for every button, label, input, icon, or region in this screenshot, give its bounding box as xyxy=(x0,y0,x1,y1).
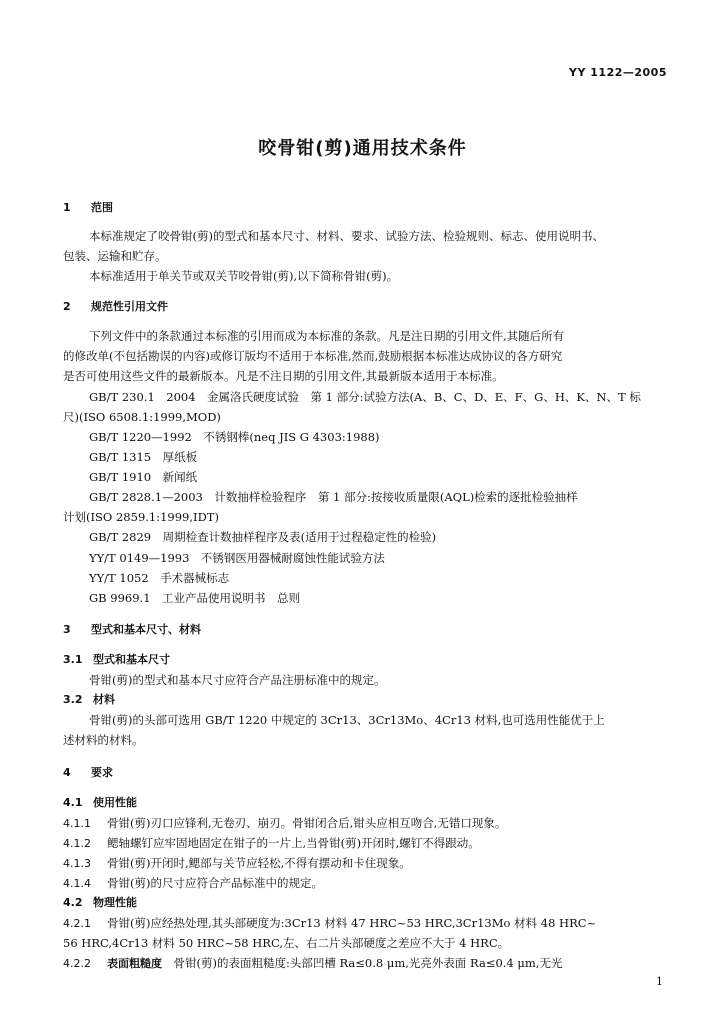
reference-item: GB/T 230.1 2004 金属洛氏硬度试验 第 1 部分:试验方法(A、B、C、D、E、F、G、H、K、N、T 标 xyxy=(89,390,641,404)
section-3-heading xyxy=(63,622,673,638)
scope-paragraph-line: 本标准规定了咬骨钳(剪)的型式和基本尺寸、材料、要求、试验方法、检验规则、标志、使用说明书、 xyxy=(89,229,604,243)
subsection-3-2-heading xyxy=(63,692,673,708)
subsection-number: 4.1 xyxy=(63,796,83,809)
reference-item-continuation: 尺)(ISO 6508.1:1999,MOD) xyxy=(63,410,221,424)
clause-text: 述材料的材料。 xyxy=(63,733,144,747)
reference-item: GB/T 2828.1—2003 计数抽样检验程序 第 1 部分:按接收质量限(AQL)检索的逐批检验抽样 xyxy=(89,490,578,504)
section-number: 1 xyxy=(63,201,71,214)
subsection-4-2-heading xyxy=(63,895,673,911)
page-number: 1 xyxy=(656,975,663,988)
subsection-number: 3.1 xyxy=(63,653,83,666)
section-title: 规范性引用文件 xyxy=(91,300,168,313)
subsection-title: 型式和基本尺寸 xyxy=(93,653,170,666)
clause-text: 骨钳(剪)的表面粗糙度:头部凹槽 Ra≤0.8 μm,光亮外表面 Ra≤0.4 μm,无光 xyxy=(173,956,563,970)
reference-item-continuation: 计划(ISO 2859.1:1999,IDT) xyxy=(63,510,219,524)
subsection-title: 材料 xyxy=(93,693,115,706)
subsection-number: 3.2 xyxy=(63,693,83,706)
clause-heading: 表面粗糙度 xyxy=(107,957,162,970)
section-title: 要求 xyxy=(91,766,113,779)
section-number: 3 xyxy=(63,623,71,636)
reference-item: YY/T 0149—1993 不锈钢医用器械耐腐蚀性能试验方法 xyxy=(89,551,385,565)
clause-4-2-1 xyxy=(63,915,673,932)
clause-4-1-4 xyxy=(63,875,673,892)
scope-paragraph-line: 本标准适用于单关节或双关节咬骨钳(剪),以下简称骨钳(剪)。 xyxy=(89,269,399,283)
clause-text: 骨钳(剪)的型式和基本尺寸应符合产品注册标准中的规定。 xyxy=(89,673,386,687)
subsection-title: 使用性能 xyxy=(93,796,137,809)
clause-number: 4.1.2 xyxy=(63,837,91,850)
clause-text: 骨钳(剪)开闭时,鳃部与关节应轻松,不得有摆动和卡住现象。 xyxy=(107,856,411,870)
subsection-title: 物理性能 xyxy=(93,896,137,909)
standard-code: YY 1122—2005 xyxy=(569,66,667,79)
reference-item: GB/T 1315 厚纸板 xyxy=(89,450,198,464)
document-title: 咬骨钳(剪)通用技术条件 xyxy=(258,138,467,159)
subsection-3-1-heading xyxy=(63,652,673,668)
normative-intro-line: 下列文件中的条款通过本标准的引用而成为本标准的条款。凡是注日期的引用文件,其随后所有 xyxy=(89,329,565,343)
clause-number: 4.1.1 xyxy=(63,817,91,830)
section-1-heading xyxy=(63,200,673,216)
reference-item: YY/T 1052 手术器械标志 xyxy=(89,571,230,585)
scope-paragraph-line: 包装、运输和贮存。 xyxy=(63,249,167,263)
normative-intro-line: 的修改单(不包括勘误的内容)或修订版均不适用于本标准,然而,鼓励根据本标准达成协议的各方研究 xyxy=(63,349,563,363)
reference-item: GB/T 2829 周期检查计数抽样程序及表(适用于过程稳定性的检验) xyxy=(89,530,437,544)
section-2-heading xyxy=(63,299,673,315)
clause-4-2-2 xyxy=(63,955,673,972)
clause-text: 骨钳(剪)刃口应锋利,无卷刃、崩刃。骨钳闭合后,钳头应相互吻合,无错口现象。 xyxy=(107,816,507,830)
clause-text: 鳃轴螺钉应牢固地固定在钳子的一片上,当骨钳(剪)开闭时,螺钉不得跟动。 xyxy=(107,836,480,850)
reference-item: GB/T 1910 新闻纸 xyxy=(89,470,198,484)
normative-intro-line: 是否可使用这些文件的最新版本。凡是不注日期的引用文件,其最新版本适用于本标准。 xyxy=(63,369,504,383)
clause-text: 骨钳(剪)的头部可选用 GB/T 1220 中规定的 3Cr13、3Cr13Mo、4Cr13 材料,也可选用性能优于上 xyxy=(89,713,605,727)
section-title: 型式和基本尺寸、材料 xyxy=(91,623,201,636)
reference-item: GB/T 1220—1992 不锈钢棒(neq JIS G 4303:1988) xyxy=(89,430,380,444)
subsection-number: 4.2 xyxy=(63,896,83,909)
reference-item: GB 9969.1 工业产品使用说明书 总则 xyxy=(89,591,301,605)
clause-number: 4.1.3 xyxy=(63,857,91,870)
clause-number: 4.2.2 xyxy=(63,957,91,970)
clause-4-1-3 xyxy=(63,855,673,872)
subsection-4-1-heading xyxy=(63,795,673,811)
section-number: 2 xyxy=(63,300,71,313)
clause-number: 4.1.4 xyxy=(63,877,91,890)
clause-text: 骨钳(剪)应经热处理,其头部硬度为:3Cr13 材料 47 HRC~53 HRC,3Cr13Mo 材料 48 HRC~ xyxy=(107,916,597,930)
section-number: 4 xyxy=(63,766,71,779)
clause-4-1-1 xyxy=(63,815,673,832)
section-4-heading xyxy=(63,765,673,781)
clause-number: 4.2.1 xyxy=(63,917,91,930)
clause-text: 56 HRC,4Cr13 材料 50 HRC~58 HRC,左、右二片头部硬度之差应不大于 4 HRC。 xyxy=(63,936,510,950)
clause-4-1-2 xyxy=(63,835,673,852)
section-title: 范围 xyxy=(91,201,113,214)
clause-text: 骨钳(剪)的尺寸应符合产品标准中的规定。 xyxy=(107,876,323,890)
